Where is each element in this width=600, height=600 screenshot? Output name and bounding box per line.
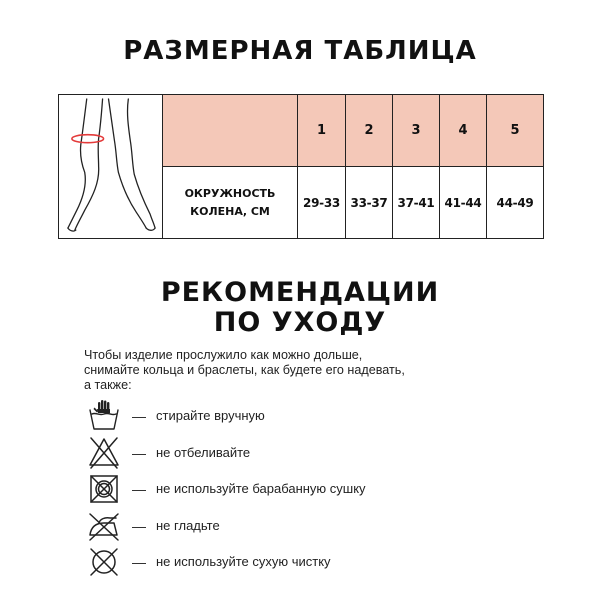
care-text-hand-wash: стирайте вручную: [156, 408, 265, 423]
intro-line3: а также:: [84, 378, 132, 392]
care-item-hand-wash: [86, 398, 546, 434]
size-2-header: 2: [346, 95, 393, 167]
intro-line1: Чтобы изделие прослужило как можно дольше,: [84, 348, 363, 362]
row-label-line2: КОЛЕНА, СМ: [190, 204, 270, 218]
intro-line2: снимайте кольца и браслеты, как будете его надевать,: [84, 363, 405, 377]
care-text-no-iron: не гладьте: [156, 518, 220, 533]
care-text-no-tumble-dry: не используйте барабанную сушку: [156, 481, 366, 496]
hand-wash-icon: [86, 398, 122, 434]
dash-3: —: [132, 481, 146, 497]
no-dry-clean-icon: [86, 544, 122, 580]
legs-knee-measure-icon: [59, 95, 162, 238]
size-table-title: РАЗМЕРНАЯ ТАБЛИЦА: [123, 36, 477, 66]
size-4-value: 41-44: [440, 167, 487, 239]
no-bleach-icon: [86, 435, 122, 471]
dash-2: —: [132, 445, 146, 461]
knee-circumference-label: [163, 167, 298, 239]
care-text-no-bleach: не отбеливайте: [156, 445, 251, 460]
size-5-header: 5: [487, 95, 544, 167]
care-item-no-iron: [86, 508, 546, 544]
no-iron-icon: [86, 508, 122, 544]
dash-5: —: [132, 554, 146, 570]
care-item-no-dry-clean: [86, 544, 546, 580]
care-text-no-dry-clean: не используйте сухую чистку: [156, 554, 331, 569]
size-1-value: 29-33: [298, 167, 346, 239]
row-label-line1: ОКРУЖНОСТЬ: [184, 186, 276, 200]
size-1-header: 1: [298, 95, 346, 167]
care-intro-text: [84, 348, 544, 393]
size-table: [58, 94, 544, 239]
no-tumble-dry-icon: [86, 471, 122, 507]
size-4-header: 4: [440, 95, 487, 167]
size-2-value: 33-37: [346, 167, 393, 239]
dash-1: —: [132, 408, 146, 424]
dash-4: —: [132, 518, 146, 534]
care-item-no-bleach: [86, 435, 546, 471]
size-5-value: 44-49: [487, 167, 544, 239]
care-title-line2: ПО УХОДУ: [213, 307, 387, 338]
legs-illustration-cell: [59, 95, 163, 239]
size-3-value: 37-41: [393, 167, 440, 239]
header-blank-cell: [163, 95, 298, 167]
size-3-header: 3: [393, 95, 440, 167]
care-item-no-tumble-dry: [86, 471, 546, 507]
care-title-line1: РЕКОМЕНДАЦИИ: [160, 277, 440, 308]
